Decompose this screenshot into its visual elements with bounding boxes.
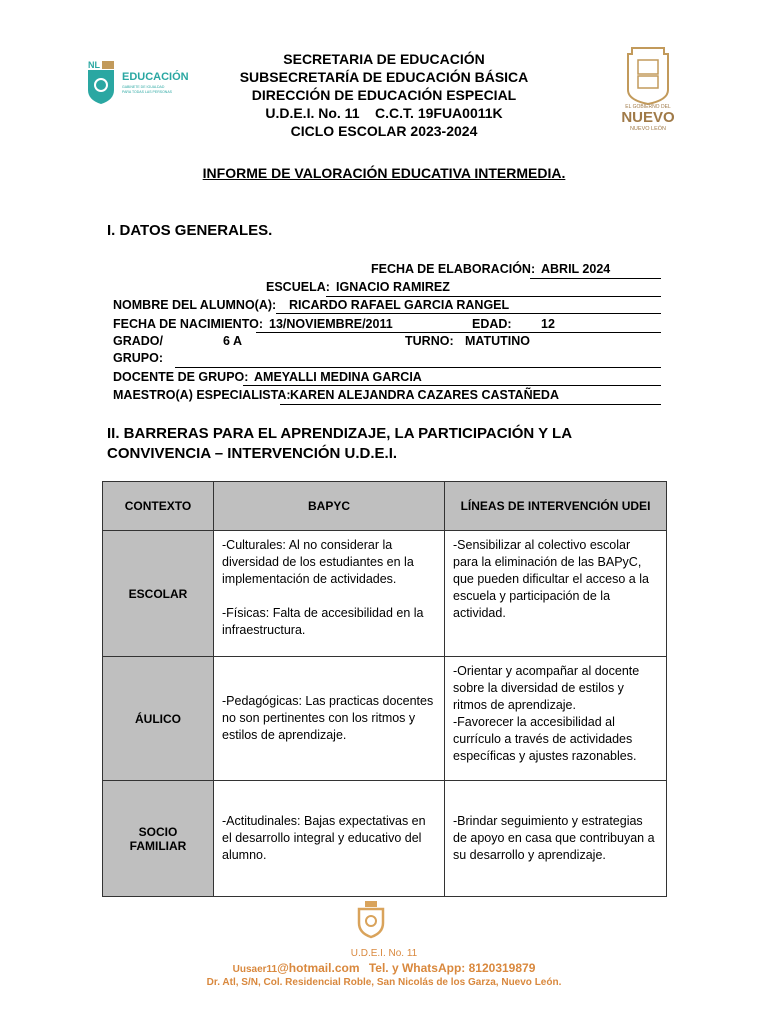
nacimiento-value: 13/NOVIEMBRE/2011 [269,317,393,331]
context-cell: ESCOLAR [103,531,214,657]
docente-value: AMEYALLI MEDINA GARCIA [254,370,422,384]
fecha-rule [530,278,661,279]
header-line-3: DIRECCIÓN DE EDUCACIÓN ESPECIAL [251,87,517,103]
grado-label: GRADO/ [113,334,163,348]
docente-label: DOCENTE DE GRUPO: [113,370,249,384]
edad-label: EDAD: [472,317,512,331]
grado-value: 6 A [223,334,242,348]
lineas-text: -Brindar seguimiento y estrategias de apoyo en casa que contribuyan a su desarrollo y aprendizaje. [453,814,655,862]
bapyc-cell [214,657,445,781]
turno-label: TURNO: [405,334,454,348]
bapyc-text: -Pedagógicas: Las practicas docentes no son pertinentes con los ritmos y estilos de aprendizaje. [222,694,434,742]
grupo-label: GRUPO: [113,351,163,365]
context-cell [103,781,214,897]
alumno-label: NOMBRE DEL ALUMNO(A): [113,298,277,312]
footer-unit: U.D.E.I. No. 11 [350,948,418,959]
context-line: SOCIO [138,824,178,839]
edad-value: 12 [541,317,555,331]
column-header-contexto: CONTEXTO [103,482,214,531]
nl-educacion-logo-graphic [86,58,206,108]
lineas-cell [445,531,667,657]
table-row [103,531,667,657]
bapyc-text: -Actitudinales: Bajas expectativas en el desarrollo integral y educativo del alumno. [222,814,426,862]
svg-text:GABINETE DE IGUALDAD: GABINETE DE IGUALDAD [122,85,165,89]
footer-contact [0,961,768,975]
report-title: INFORME DE VALORACIÓN EDUCATIVA INTERMEDIA. [202,165,566,181]
fecha-value: ABRIL 2024 [541,262,611,276]
escuela-label: ESCUELA: [266,280,330,294]
footer-email-user[interactable]: Uusaer11 [232,964,278,975]
bapyc-cell [214,531,445,657]
footer-phone: Tel. y WhatsApp: 8120319879 [368,961,536,975]
bapyc-table [102,481,667,897]
section-1-title: I. DATOS GENERALES. [107,222,273,239]
header-line-2: SUBSECRETARÍA DE EDUCACIÓN BÁSICA [239,69,529,85]
lineas-cell [445,781,667,897]
header-line-5: CICLO ESCOLAR 2023-2024 [290,123,478,139]
section-2-title: II. BARRERAS PARA EL APRENDIZAJE, LA PARTICIPACIÓN Y LA CONVIVENCIA – INTERVENCIÓN U.D.E.I. [107,425,572,462]
nacimiento-rule [256,332,661,333]
docente-rule [243,385,661,386]
institution-header [200,50,568,140]
bapyc-text: -Culturales: Al no considerar la diversidad de los estudiantes en la implementación de actividades. [222,538,414,586]
fecha-label: FECHA DE ELABORACIÓN: [371,262,536,276]
column-header-lineas: LÍNEAS DE INTERVENCIÓN UDEI [445,482,667,531]
header-line-4: U.D.E.I. No. 11 C.C.T. 19FUA0011K [265,105,503,121]
lineas-text: -Orientar y acompañar al docente sobre la diversidad de estilos y ritmos de aprendizaje. [453,664,640,712]
footer-logo-graphic [355,900,387,940]
escuela-rule [326,296,661,297]
nl-educacion-logo [86,58,206,108]
table-header-row [103,482,667,531]
svg-text:NUEVO LEÓN: NUEVO LEÓN [629,126,667,132]
header-line-1: SECRETARIA DE EDUCACIÓN [283,51,485,67]
lineas-text: -Sensibilizar al colectivo escolar para la eliminación de las BAPyC, que pueden dificultar el acceso a la escuela y participación de la actividad. [453,538,649,620]
svg-text:NUEVO: NUEVO [621,109,675,126]
nacimiento-label: FECHA DE NACIMIENTO: [113,317,263,331]
nuevo-leon-government-logo-graphic [610,44,686,132]
svg-text:PARA TODAS LAS PERSONAS: PARA TODAS LAS PERSONAS [122,90,172,94]
svg-text:EL GOBIERNO DEL: EL GOBIERNO DEL [625,104,671,110]
footer-email-domain[interactable]: @hotmail.com [277,961,360,975]
alumno-value: RICARDO RAFAEL GARCIA RANGEL [289,298,510,312]
context-line: FAMILIAR [129,838,187,853]
footer-address: Dr. Atl, S/N, Col. Residencial Roble, San Nicolás de los Garza, Nuevo León. [206,977,562,988]
nuevo-leon-government-logo [610,44,686,132]
grado-rule [175,367,661,368]
bapyc-text: -Físicas: Falta de accesibilidad en la infraestructura. [222,606,424,637]
column-header-bapyc: BAPYC [214,482,445,531]
context-cell: ÁULICO [103,657,214,781]
footer-logo-icon [355,900,387,940]
alumno-rule [276,313,661,314]
escuela-value: IGNACIO RAMIREZ [336,280,450,294]
especialista-value: KAREN ALEJANDRA CAZARES CASTAÑEDA [290,388,559,402]
especialista-label: MAESTRO(A) ESPECIALISTA: [113,388,291,402]
lineas-text: -Favorecer la accesibilidad al currículo a través de actividades específicas y ajustes razonables. [453,715,637,763]
lineas-cell [445,657,667,781]
svg-text:EDUCACIÓN: EDUCACIÓN [122,71,189,83]
table-row [103,781,667,897]
turno-value: MATUTINO [465,334,531,348]
table-row [103,657,667,781]
bapyc-cell [214,781,445,897]
especialista-rule [280,404,661,405]
svg-text:NL: NL [88,60,100,70]
